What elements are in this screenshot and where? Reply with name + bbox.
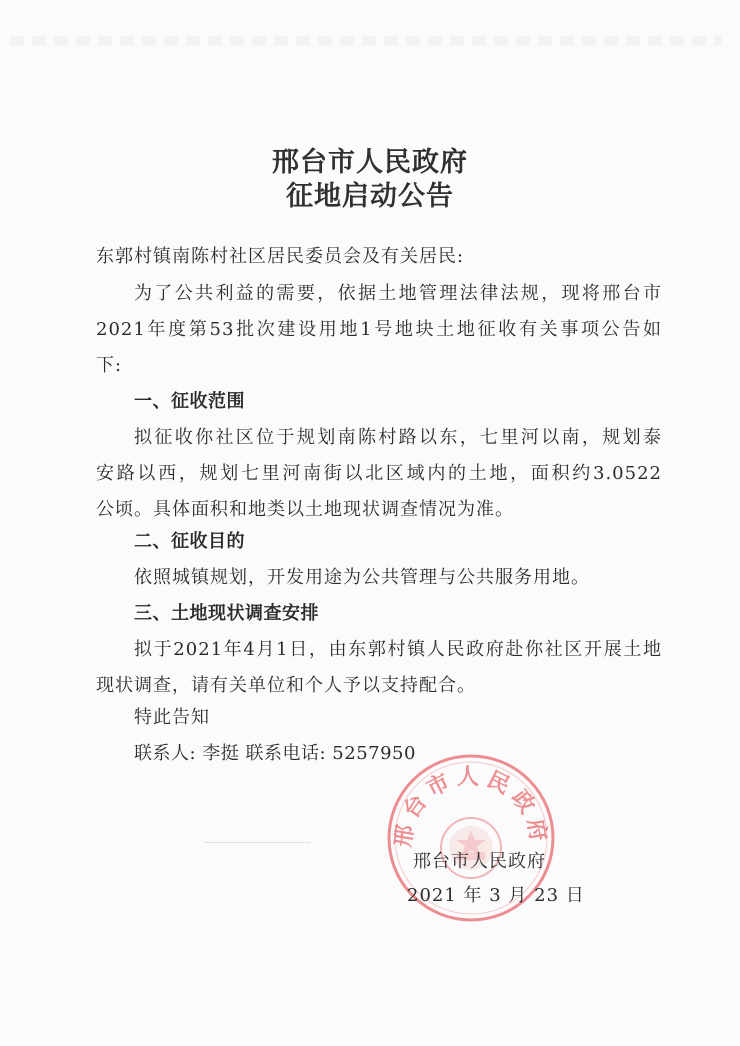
notice-closing: 特此告知 <box>134 707 210 728</box>
section-heading-purpose: 二、征收目的 <box>134 531 245 552</box>
intro-line-1: 为了公共利益的需要，依据土地管理法律法规，现将邢台市 <box>134 283 662 304</box>
signature-date: 2021 年 3 月 23 日 <box>407 885 585 906</box>
section-scope-line-2: 安路以西，规划七里河南街以北区域内的土地，面积约3.0522 <box>96 463 662 484</box>
document-title-line2: 征地启动公告 <box>286 181 454 212</box>
section-heading-survey: 三、土地现状调查安排 <box>134 603 319 624</box>
signature-org: 邢台市人民政府 <box>413 851 546 872</box>
contact-info: 联系人: 李挺 联系电话: 5257950 <box>134 743 416 764</box>
scan-noise-strip <box>10 36 722 46</box>
section-scope-line-1: 拟征收你社区位于规划南陈村路以东，七里河以南，规划泰 <box>134 427 662 448</box>
section-heading-scope: 一、征收范围 <box>134 391 245 412</box>
section-survey-line-2: 现状调查，请有关单位和个人予以支持配合。 <box>96 675 476 696</box>
section-scope-line-3: 公顷。具体面积和地类以土地现状调查情况为准。 <box>96 499 514 520</box>
salutation: 东郭村镇南陈村社区居民委员会及有关居民: <box>96 246 465 267</box>
seal-text: 邢台市人民政府 <box>390 765 552 849</box>
intro-line-2: 2021年度第53批次建设用地1号地块土地征收有关事项公告如 <box>96 319 662 340</box>
section-purpose-line-1: 依照城镇规划，开发用途为公共管理与公共服务用地。 <box>134 567 590 588</box>
document-title-line1: 邢台市人民政府 <box>272 147 468 178</box>
section-survey-line-1: 拟于2021年4月1日，由东郭村镇人民政府赴你社区开展土地 <box>134 639 662 660</box>
intro-line-3: 下: <box>96 355 123 376</box>
dotted-divider <box>205 842 310 843</box>
